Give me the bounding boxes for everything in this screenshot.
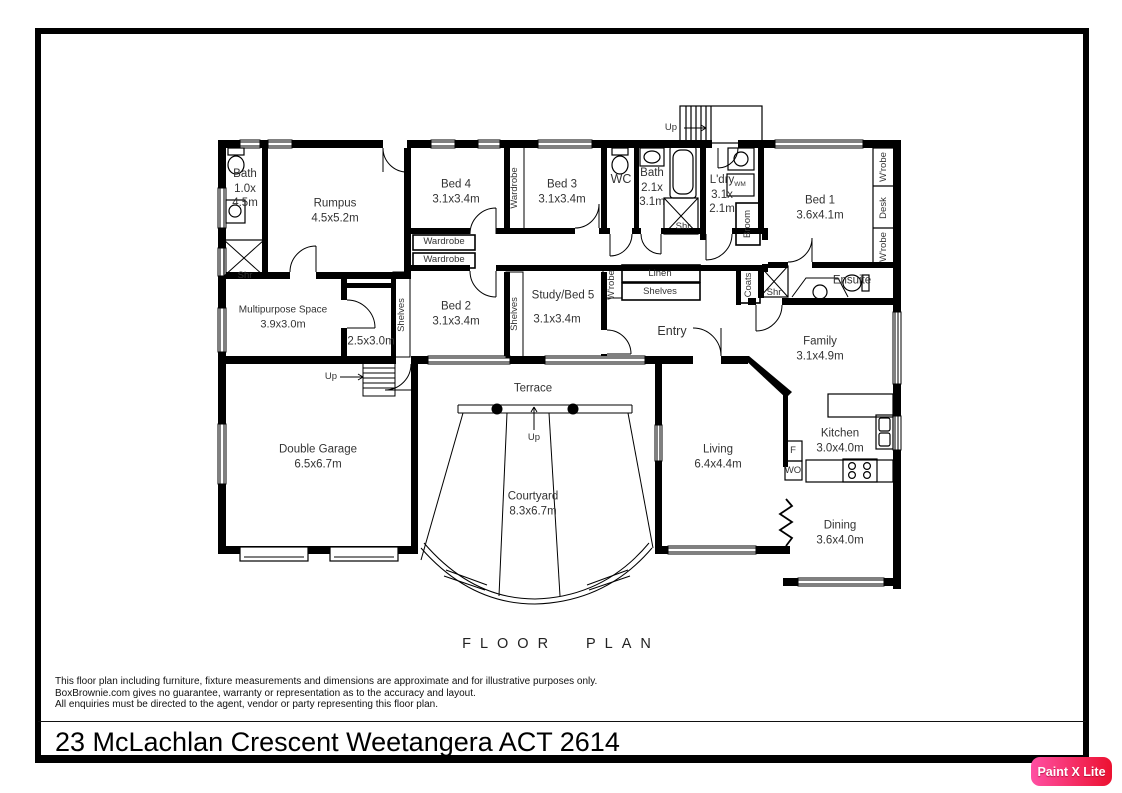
washer-label: WM [734, 180, 746, 188]
disclaimer-line-3: All enquiries must be directed to the agent, vendor or party representing this floor plan. [55, 699, 438, 711]
disclaimer-line-1: This floor plan including furniture, fixture measurements and dimensions are approximate and for illustrative purposes only. [55, 676, 598, 687]
room-label-courtyard: Courtyard 8.3x6.7m [507, 490, 559, 517]
paintx-watermark: Paint X Lite [1031, 757, 1112, 786]
wrobe-label-right2: W'robe [877, 232, 889, 262]
room-label-dining: Dining 3.6x4.0m [816, 519, 864, 546]
wall-oven-label: WO [784, 464, 802, 476]
shower-label-3: Shr [766, 286, 782, 298]
room-label-family: Family 3.1x4.9m [796, 335, 844, 362]
address-title: 23 McLachlan Crescent Weetangera ACT 2614 [55, 727, 620, 757]
room-label-bed1: Bed 1 3.6x4.1m [796, 194, 844, 221]
room-label-garage: Double Garage 6.5x6.7m [279, 443, 357, 470]
shelves-label-vertical2: Shelves [508, 297, 520, 331]
shelves-label-h: Shelves [643, 285, 677, 297]
shower-label-2: Shr [675, 220, 691, 232]
linen-label: Linen [648, 267, 672, 279]
up-label-top: Up [664, 121, 678, 133]
room-label-bed2: Bed 2 3.1x3.4m [432, 300, 480, 327]
room-label-bath2: Bath 2.1x 3.1m [639, 166, 665, 209]
room-dims-study: 3.1x3.4m [533, 313, 581, 326]
disclaimer-line-2: BoxBrownie.com gives no guarantee, warranty or representation as to the accuracy and layout. [55, 687, 476, 699]
room-label-ldry: L'dry 3.1x 2.1m [709, 173, 735, 216]
shelves-label-vertical1: Shelves [395, 298, 407, 332]
room-label-kitchen: Kitchen 3.0x4.0m [816, 427, 864, 454]
room-label-wc: WC [610, 172, 632, 186]
wardrobe-label-vertical: Wardrobe [508, 167, 520, 209]
broom-label: Broom [741, 210, 753, 238]
wardrobe-label-b: Wardrobe [423, 253, 465, 265]
fridge-label: F [790, 444, 796, 456]
wrobe-label-small: W'robe [605, 270, 617, 300]
coats-label: Coats [742, 272, 754, 298]
wardrobe-label-a: Wardrobe [423, 235, 465, 247]
room-label-entry: Entry [657, 324, 687, 338]
zigzag-divider [780, 499, 792, 546]
up-label-garage: Up [324, 370, 338, 382]
floor-plan-title: FLOOR PLAN [462, 636, 660, 652]
room-label-living: Living 6.4x4.4m [694, 443, 742, 470]
shower-label-1: Shr [237, 269, 253, 281]
disclaimer-text [55, 676, 597, 711]
room-label-2-5: 2.5x3.0m [347, 335, 395, 348]
room-label-bath1: Bath 1.0x 4.5m [232, 167, 258, 210]
top-stairs [680, 106, 762, 143]
room-label-study: Study/Bed 5 [531, 289, 595, 302]
desk-label: Desk [877, 197, 889, 219]
room-label-bed4: Bed 4 3.1x3.4m [432, 178, 480, 205]
room-label-multipurpose: Multipurpose Space 3.9x3.0m [238, 304, 328, 331]
terrace-steps [458, 404, 632, 430]
address-divider [38, 721, 1086, 722]
up-label-courtyard: Up [527, 431, 541, 443]
room-label-rumpus: Rumpus 4.5x5.2m [311, 197, 359, 224]
garage-stairs [340, 363, 395, 396]
wrobe-label-right1: W'robe [877, 152, 889, 182]
room-label-bed3: Bed 3 3.1x3.4m [538, 178, 586, 205]
room-label-ensuite: Ensuite [832, 274, 872, 287]
room-label-terrace: Terrace [513, 382, 553, 395]
